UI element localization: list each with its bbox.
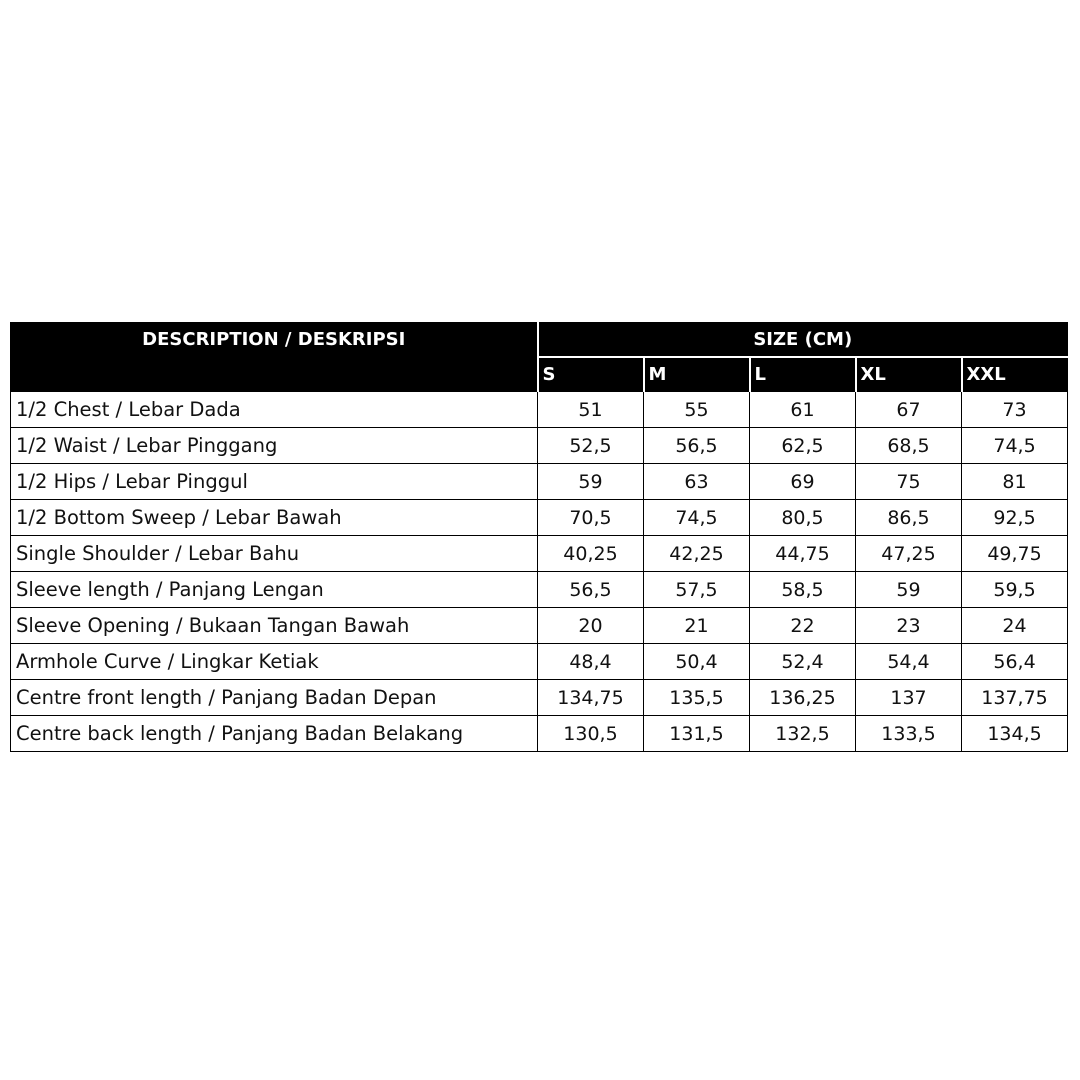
cell-value: 49,75 — [962, 536, 1068, 572]
cell-value: 132,5 — [750, 716, 856, 752]
size-label-m: M — [644, 357, 750, 392]
cell-value: 67 — [856, 392, 962, 428]
table-header — [11, 323, 1068, 392]
row-description: 1/2 Chest / Lebar Dada — [11, 392, 538, 428]
cell-value: 48,4 — [538, 644, 644, 680]
table-body — [11, 392, 1068, 752]
size-chart-table — [10, 322, 1068, 752]
cell-value: 75 — [856, 464, 962, 500]
cell-value: 68,5 — [856, 428, 962, 464]
table-row — [11, 536, 1068, 572]
row-description: 1/2 Waist / Lebar Pinggang — [11, 428, 538, 464]
cell-value: 55 — [644, 392, 750, 428]
table-row — [11, 428, 1068, 464]
cell-value: 22 — [750, 608, 856, 644]
cell-value: 40,25 — [538, 536, 644, 572]
cell-value: 24 — [962, 608, 1068, 644]
table-row — [11, 680, 1068, 716]
cell-value: 44,75 — [750, 536, 856, 572]
cell-value: 69 — [750, 464, 856, 500]
row-description: Armhole Curve / Lingkar Ketiak — [11, 644, 538, 680]
cell-value: 74,5 — [962, 428, 1068, 464]
table-row — [11, 572, 1068, 608]
cell-value: 61 — [750, 392, 856, 428]
size-label-xl: XL — [856, 357, 962, 392]
table-row — [11, 464, 1068, 500]
table-row — [11, 644, 1068, 680]
row-description: 1/2 Bottom Sweep / Lebar Bawah — [11, 500, 538, 536]
size-header: SIZE (CM) — [538, 323, 1068, 358]
cell-value: 86,5 — [856, 500, 962, 536]
cell-value: 134,75 — [538, 680, 644, 716]
row-description: Centre front length / Panjang Badan Depan — [11, 680, 538, 716]
cell-value: 74,5 — [644, 500, 750, 536]
cell-value: 23 — [856, 608, 962, 644]
cell-value: 54,4 — [856, 644, 962, 680]
cell-value: 56,4 — [962, 644, 1068, 680]
cell-value: 58,5 — [750, 572, 856, 608]
cell-value: 50,4 — [644, 644, 750, 680]
cell-value: 73 — [962, 392, 1068, 428]
header-row-top — [11, 323, 1068, 358]
size-label-l: L — [750, 357, 856, 392]
cell-value: 56,5 — [644, 428, 750, 464]
row-description: Sleeve length / Panjang Lengan — [11, 572, 538, 608]
cell-value: 137,75 — [962, 680, 1068, 716]
table-row — [11, 500, 1068, 536]
cell-value: 47,25 — [856, 536, 962, 572]
cell-value: 80,5 — [750, 500, 856, 536]
cell-value: 57,5 — [644, 572, 750, 608]
cell-value: 42,25 — [644, 536, 750, 572]
cell-value: 135,5 — [644, 680, 750, 716]
table-row — [11, 608, 1068, 644]
size-label-s: S — [538, 357, 644, 392]
cell-value: 20 — [538, 608, 644, 644]
cell-value: 56,5 — [538, 572, 644, 608]
row-description: 1/2 Hips / Lebar Pinggul — [11, 464, 538, 500]
cell-value: 133,5 — [856, 716, 962, 752]
cell-value: 81 — [962, 464, 1068, 500]
cell-value: 130,5 — [538, 716, 644, 752]
row-description: Single Shoulder / Lebar Bahu — [11, 536, 538, 572]
row-description: Centre back length / Panjang Badan Belakang — [11, 716, 538, 752]
cell-value: 59,5 — [962, 572, 1068, 608]
cell-value: 70,5 — [538, 500, 644, 536]
cell-value: 136,25 — [750, 680, 856, 716]
size-label-xxl: XXL — [962, 357, 1068, 392]
table-row — [11, 716, 1068, 752]
cell-value: 134,5 — [962, 716, 1068, 752]
cell-value: 51 — [538, 392, 644, 428]
cell-value: 59 — [856, 572, 962, 608]
cell-value: 52,5 — [538, 428, 644, 464]
table-row — [11, 392, 1068, 428]
cell-value: 131,5 — [644, 716, 750, 752]
cell-value: 92,5 — [962, 500, 1068, 536]
cell-value: 63 — [644, 464, 750, 500]
row-description: Sleeve Opening / Bukaan Tangan Bawah — [11, 608, 538, 644]
description-header: DESCRIPTION / DESKRIPSI — [11, 323, 538, 392]
cell-value: 62,5 — [750, 428, 856, 464]
cell-value: 52,4 — [750, 644, 856, 680]
cell-value: 21 — [644, 608, 750, 644]
cell-value: 59 — [538, 464, 644, 500]
cell-value: 137 — [856, 680, 962, 716]
